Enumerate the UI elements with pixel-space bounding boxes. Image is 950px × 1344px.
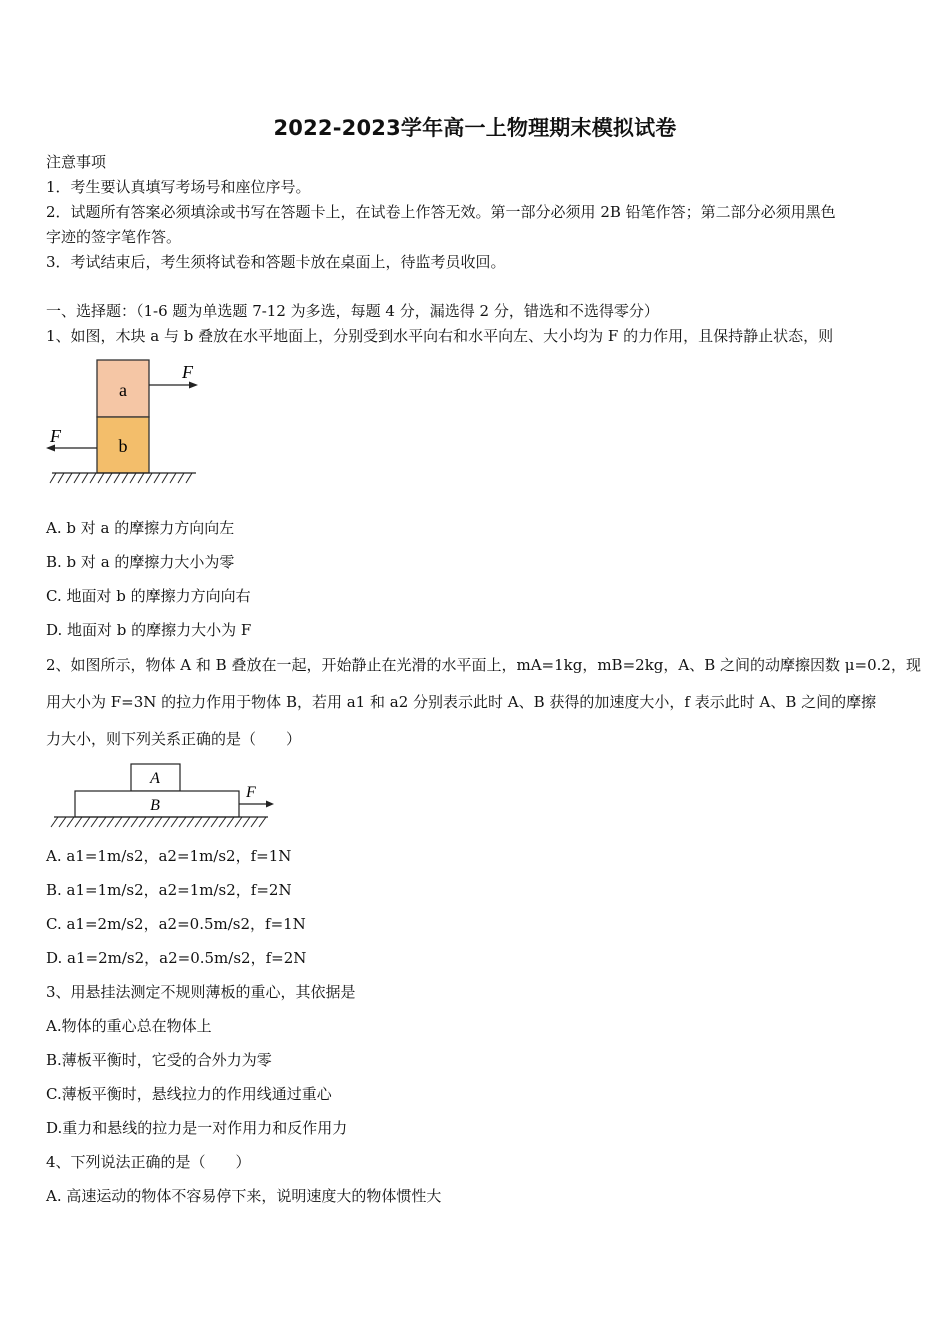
question-3-option-c: C.薄板平衡时，悬线拉力的作用线通过重心 (46, 1085, 332, 1103)
section-heading: 一、选择题：（1-6 题为单选题 7-12 为多选，每题 4 分，漏选得 2 分，错选和不选得零分） (46, 302, 659, 320)
block-b-label: B (150, 797, 160, 814)
question-2-figure (46, 760, 286, 835)
question-2-option-a: A. a1=1m/s2，a2=1m/s2，f=1N (46, 847, 292, 865)
block-a-label: A (150, 770, 160, 787)
question-1-figure (40, 352, 210, 492)
question-3-option-b: B.薄板平衡时，它受的合外力为零 (46, 1051, 272, 1069)
question-2-option-b: B. a1=1m/s2，a2=1m/s2，f=2N (46, 881, 292, 899)
question-4-stem: 4、下列说法正确的是（ ） (46, 1153, 251, 1171)
question-3-option-a: A.物体的重心总在物体上 (46, 1017, 212, 1035)
notice-heading: 注意事项 (46, 153, 107, 171)
question-1-option-b: B. b 对 a 的摩擦力大小为零 (46, 553, 235, 571)
question-2-stem-line: 力大小，则下列关系正确的是（ ） (46, 730, 302, 748)
ground-hatch (50, 473, 192, 483)
question-2-option-c: C. a1=2m/s2，a2=0.5m/s2，f=1N (46, 915, 306, 933)
force-label-a: F (182, 362, 193, 382)
question-4-option-a: A. 高速运动的物体不容易停下来，说明速度大的物体惯性大 (46, 1187, 442, 1205)
question-3-stem: 3、用悬挂法测定不规则薄板的重心，其依据是 (46, 983, 356, 1001)
question-1-option-c: C. 地面对 b 的摩擦力方向向右 (46, 587, 251, 605)
force-arrow-right-head (189, 382, 198, 389)
question-2-option-d: D. a1=2m/s2，a2=0.5m/s2，f=2N (46, 949, 307, 967)
question-1-stem: 1、如图，木块 a 与 b 叠放在水平地面上，分别受到水平向右和水平向左、大小均为 F 的力作用，且保持静止状态，则 (46, 327, 834, 345)
force-label: F (246, 784, 256, 801)
force-arrow-head (266, 801, 274, 808)
force-label-b: F (50, 426, 61, 446)
block-a-label: a (119, 380, 127, 400)
notice-item: 3．考试结束后，考生须将试卷和答题卡放在桌面上，待监考员收回。 (46, 253, 506, 271)
question-1-option-a: A. b 对 a 的摩擦力方向向左 (46, 519, 235, 537)
question-1-option-d: D. 地面对 b 的摩擦力大小为 F (46, 621, 252, 639)
block-b-label: b (118, 436, 128, 456)
ground-hatch (51, 817, 266, 827)
notice-item: 1．考生要认真填写考场号和座位序号。 (46, 178, 311, 196)
page-title: 2022-2023学年高一上物理期末模拟试卷 (273, 116, 677, 140)
notice-item: 2．试题所有答案必须填涂或书写在答题卡上，在试卷上作答无效。第一部分必须用 2B 铅笔作答；第二部分必须用黑色 (46, 203, 836, 221)
notice-item: 字迹的签字笔作答。 (46, 228, 182, 246)
question-3-option-d: D.重力和悬线的拉力是一对作用力和反作用力 (46, 1119, 348, 1137)
question-2-stem-line: 2、如图所示，物体 A 和 B 叠放在一起，开始静止在光滑的水平面上，mA=1kg，mB=2kg，A、B 之间的动摩擦因数 μ=0.2，现 (46, 656, 921, 674)
question-2-stem-line: 用大小为 F=3N 的拉力作用于物体 B，若用 a1 和 a2 分别表示此时 A、B 获得的加速度大小，f 表示此时 A、B 之间的摩擦 (46, 693, 877, 711)
